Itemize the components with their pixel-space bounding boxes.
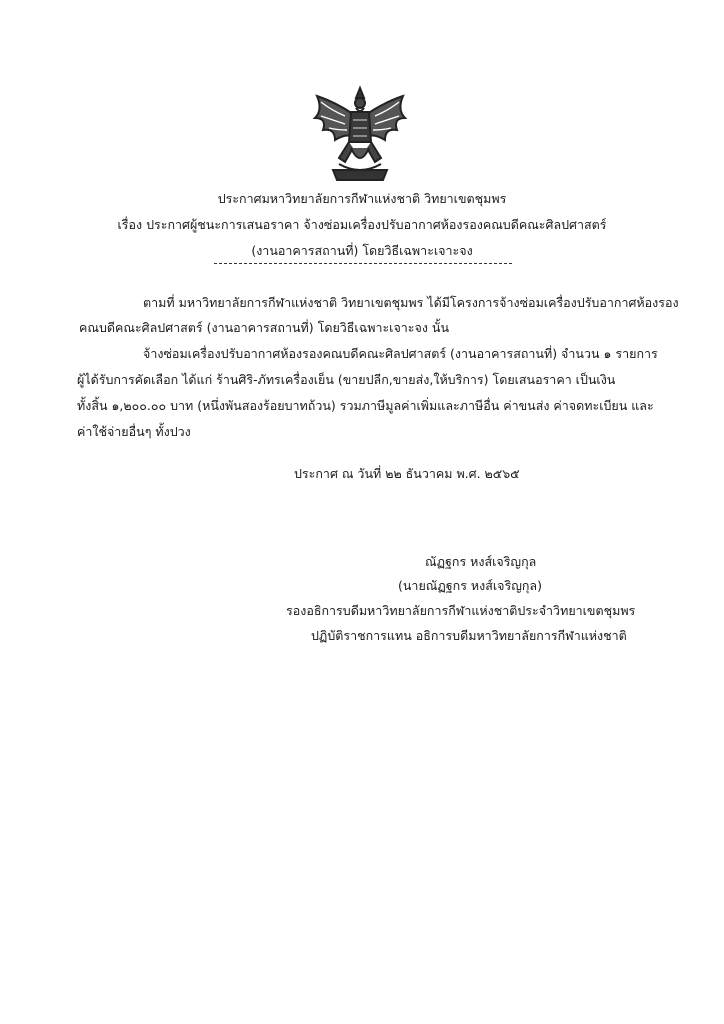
signer-position-1: รองอธิการบดีมหาวิทยาลัยการกีฬาแห่งชาติประจำวิทยาเขตชุมพร bbox=[286, 603, 636, 618]
announcement-date: ประกาศ ณ วันที่ ๒๒ ธันวาคม พ.ศ. ๒๕๖๕ bbox=[294, 466, 520, 481]
announcement-title: ประกาศมหาวิทยาลัยการกีฬาแห่งชาติ วิทยาเขตชุมพร bbox=[217, 191, 507, 206]
signer-position-2: ปฏิบัติราชการแทน อธิการบดีมหาวิทยาลัยการกีฬาแห่งชาติ bbox=[311, 628, 627, 643]
paragraph-1-line-1: ตามที่ มหาวิทยาลัยการกีฬาแห่งชาติ วิทยาเขตชุมพร ได้มีโครงการจ้างซ่อมเครื่องปรับอากาศห้องรอง bbox=[143, 295, 679, 310]
announcement-subject-cont: (งานอาคารสถานที่) โดยวิธีเฉพาะเจาะจง bbox=[251, 243, 473, 258]
paragraph-1-line-2: คณบดีคณะศิลปศาสตร์ (งานอาคารสถานที่) โดยวิธีเฉพาะเจาะจง นั้น bbox=[79, 320, 450, 335]
signed-name: ณัฏฐกร หงส์เจริญกุล bbox=[425, 554, 537, 569]
paragraph-2-line-2: ผู้ได้รับการคัดเลือก ได้แก่ ร้านศิริ-ภัทรเครื่องเย็น (ขายปลีก,ขายส่ง,ให้บริการ) โดยเสนอราคา เป็นเงิน bbox=[77, 372, 616, 387]
printed-name: (นายณัฏฐกร หงส์เจริญกุล) bbox=[398, 578, 542, 593]
announcement-subject: เรื่อง ประกาศผู้ชนะการเสนอราคา จ้างซ่อมเครื่องปรับอากาศห้องรองคณบดีคณะศิลปศาสตร์ bbox=[117, 217, 607, 232]
paragraph-2-line-3: ทั้งสิ้น ๑,๒๐๐.๐๐ บาท (หนึ่งพันสองร้อยบาทถ้วน) รวมภาษีมูลค่าเพิ่มและภาษีอื่น ค่าขนส่ง ค่าจดทะเบียน และ bbox=[77, 398, 654, 413]
paragraph-2-line-1: จ้างซ่อมเครื่องปรับอากาศห้องรองคณบดีคณะศิลปศาสตร์ (งานอาคารสถานที่) จำนวน ๑ รายการ bbox=[143, 346, 658, 361]
header-divider bbox=[214, 263, 512, 264]
garuda-emblem-icon bbox=[305, 84, 415, 184]
paragraph-2-line-4: ค่าใช้จ่ายอื่นๆ ทั้งปวง bbox=[77, 424, 191, 439]
